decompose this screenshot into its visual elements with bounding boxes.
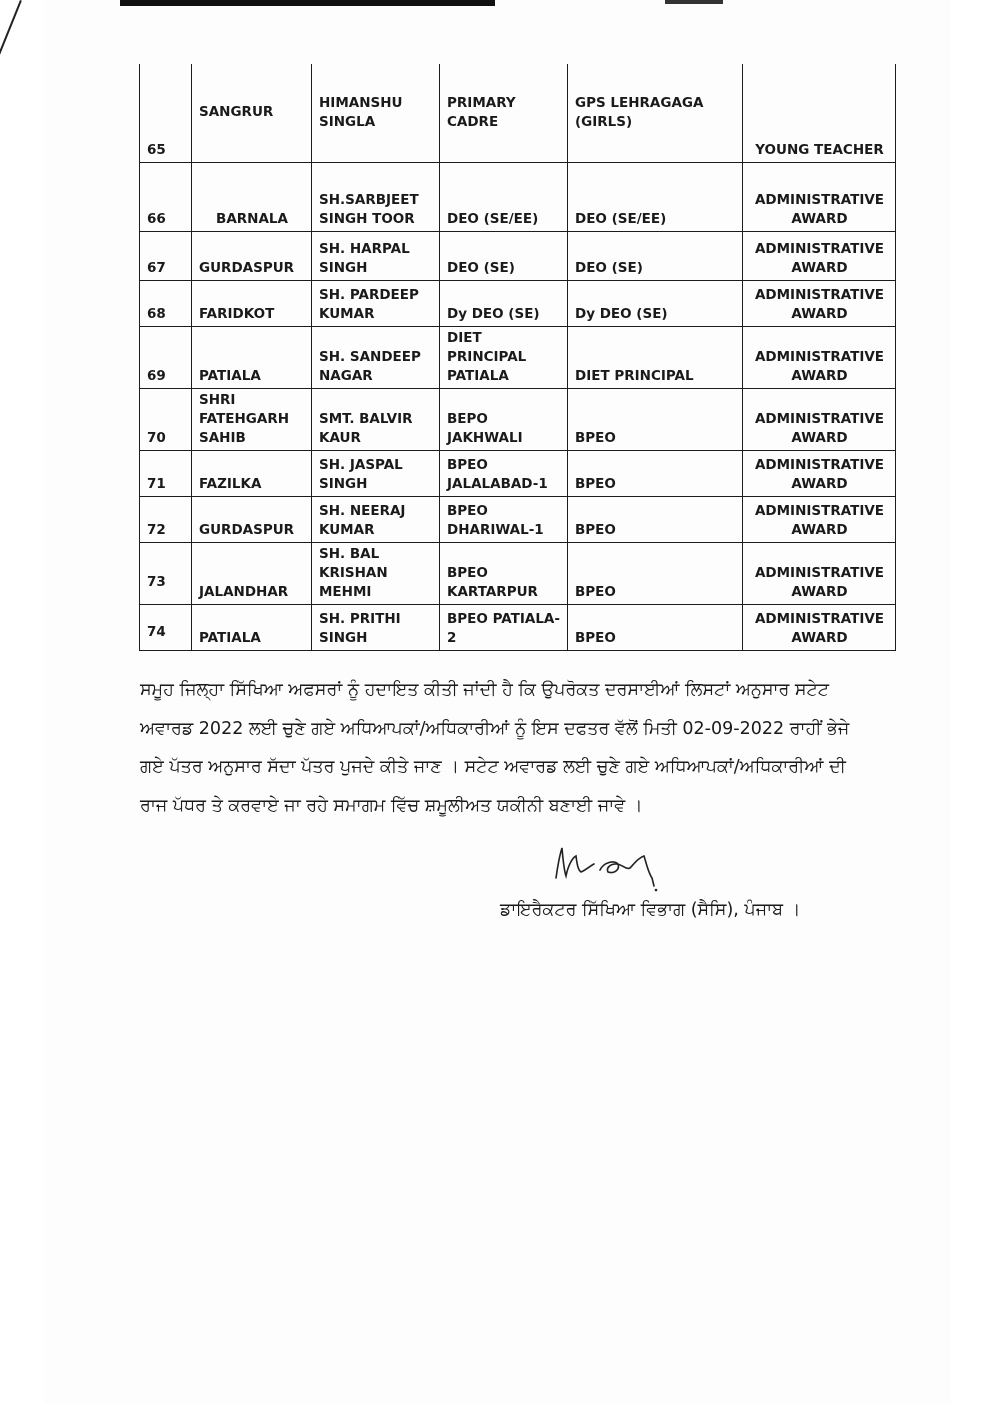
school-cell: BPEO bbox=[568, 450, 743, 496]
table-row bbox=[140, 604, 896, 650]
designation-cell: DIET PRINCIPAL PATIALA bbox=[440, 326, 568, 388]
table-row bbox=[140, 162, 896, 231]
name-cell: SH. PARDEEP KUMAR bbox=[312, 280, 440, 326]
notice-paragraph bbox=[140, 671, 860, 825]
serial-number: 68 bbox=[140, 280, 192, 326]
award-cell: ADMINISTRATIVE AWARD bbox=[743, 496, 896, 542]
serial-number: 73 bbox=[140, 542, 192, 604]
serial-number: 66 bbox=[140, 162, 192, 231]
signatory-title: ਡਾਇਰੈਕਟਰ ਸਿੱਖਿਆ ਵਿਭਾਗ (ਸੈਸਿ), ਪੰਜਾਬ । bbox=[500, 900, 801, 920]
name-cell: SH. BAL KRISHAN MEHMI bbox=[312, 542, 440, 604]
notice-text: ਸਮੂਹ ਜਿਲ੍ਹਾ ਸਿੱਖਿਆ ਅਫਸਰਾਂ ਨੂੰ ਹਦਾਇਤ ਕੀਤੀ ਜਾਂਦੀ ਹੈ ਕਿ ਉਪਰੋਕਤ ਦਰਸਾਈਆਂ ਲਿਸਟਾਂ ਅਨੁਸਾਰ ਸਟੇਟ ਅਵਾਰਡ 2022 ਲਈ ਚੁਣੇ ਗਏ ਅਧਿਆਪਕਾਂ/ਅਧਿਕਾਰੀਆਂ ਨੂੰ ਇਸ ਦਫਤਰ ਵੱਲੋਂ ਮਿਤੀ 02-09-2022 ਰਾਹੀਂ ਭੇਜੇ ਗਏ ਪੱਤਰ ਅਨੁਸਾਰ ਸੱਦਾ ਪੱਤਰ ਪੁਜਦੇ ਕੀਤੇ ਜਾਣ । ਸਟੇਟ ਅਵਾਰਡ ਲਈ ਚੁਣੇ ਗਏ ਅਧਿਆਪਕਾਂ/ਅਧਿਕਾਰੀਆਂ ਦੀ ਰਾਜ ਪੱਧਰ ਤੇ ਕਰਵਾਏ ਜਾ ਰਹੇ ਸਮਾਗਮ ਵਿੱਚ ਸ਼ਮੂਲੀਅਤ ਯਕੀਨੀ ਬਣਾਈ ਜਾਵੇ । bbox=[140, 680, 850, 816]
name-cell: SH. NEERAJ KUMAR bbox=[312, 496, 440, 542]
award-cell: YOUNG TEACHER bbox=[743, 64, 896, 162]
scan-edge-mark bbox=[665, 0, 723, 4]
name-cell: SH.SARBJEET SINGH TOOR bbox=[312, 162, 440, 231]
serial-number: 65 bbox=[140, 64, 192, 162]
designation-cell: DEO (SE/EE) bbox=[440, 162, 568, 231]
name-cell: HIMANSHU SINGLA bbox=[312, 64, 440, 162]
table-row bbox=[140, 231, 896, 280]
name-cell: SMT. BALVIR KAUR bbox=[312, 388, 440, 450]
award-cell: ADMINISTRATIVE AWARD bbox=[743, 450, 896, 496]
scan-edge-bar bbox=[120, 0, 495, 6]
designation-cell: BPEO JALALABAD-1 bbox=[440, 450, 568, 496]
scan-fold-line bbox=[0, 0, 22, 182]
signature-mark bbox=[548, 840, 678, 892]
district-cell: GURDASPUR bbox=[192, 231, 312, 280]
award-cell: ADMINISTRATIVE AWARD bbox=[743, 388, 896, 450]
district-cell: PATIALA bbox=[192, 604, 312, 650]
school-cell: DEO (SE) bbox=[568, 231, 743, 280]
district-cell: JALANDHAR bbox=[192, 542, 312, 604]
district-cell: FARIDKOT bbox=[192, 280, 312, 326]
name-cell: SH. HARPAL SINGH bbox=[312, 231, 440, 280]
award-cell: ADMINISTRATIVE AWARD bbox=[743, 231, 896, 280]
name-cell: SH. JASPAL SINGH bbox=[312, 450, 440, 496]
school-cell: BPEO bbox=[568, 604, 743, 650]
district-cell: PATIALA bbox=[192, 326, 312, 388]
district-cell: GURDASPUR bbox=[192, 496, 312, 542]
school-cell: BPEO bbox=[568, 388, 743, 450]
serial-number: 70 bbox=[140, 388, 192, 450]
school-cell: BPEO bbox=[568, 496, 743, 542]
table-row bbox=[140, 542, 896, 604]
table-row bbox=[140, 326, 896, 388]
school-cell: DIET PRINCIPAL bbox=[568, 326, 743, 388]
serial-number: 74 bbox=[140, 604, 192, 650]
award-cell: ADMINISTRATIVE AWARD bbox=[743, 326, 896, 388]
award-cell: ADMINISTRATIVE AWARD bbox=[743, 604, 896, 650]
designation-cell: BEPO JAKHWALI bbox=[440, 388, 568, 450]
serial-number: 72 bbox=[140, 496, 192, 542]
name-cell: SH. SANDEEP NAGAR bbox=[312, 326, 440, 388]
table-row bbox=[140, 496, 896, 542]
table-row bbox=[140, 388, 896, 450]
award-cell: ADMINISTRATIVE AWARD bbox=[743, 542, 896, 604]
school-cell: DEO (SE/EE) bbox=[568, 162, 743, 231]
district-cell: SHRI FATEHGARH SAHIB bbox=[192, 388, 312, 450]
designation-cell: DEO (SE) bbox=[440, 231, 568, 280]
designation-cell: BPEO KARTARPUR bbox=[440, 542, 568, 604]
serial-number: 71 bbox=[140, 450, 192, 496]
school-cell: GPS LEHRAGAGA (GIRLS) bbox=[568, 64, 743, 162]
name-cell: SH. PRITHI SINGH bbox=[312, 604, 440, 650]
designation-cell: PRIMARY CADRE bbox=[440, 64, 568, 162]
award-cell: ADMINISTRATIVE AWARD bbox=[743, 162, 896, 231]
designation-cell: BPEO PATIALA-2 bbox=[440, 604, 568, 650]
table-row bbox=[140, 64, 896, 162]
designation-cell: Dy DEO (SE) bbox=[440, 280, 568, 326]
awards-table bbox=[139, 64, 896, 651]
serial-number: 69 bbox=[140, 326, 192, 388]
school-cell: BPEO bbox=[568, 542, 743, 604]
serial-number: 67 bbox=[140, 231, 192, 280]
award-cell: ADMINISTRATIVE AWARD bbox=[743, 280, 896, 326]
district-cell: FAZILKA bbox=[192, 450, 312, 496]
table-row bbox=[140, 450, 896, 496]
school-cell: Dy DEO (SE) bbox=[568, 280, 743, 326]
table-row bbox=[140, 280, 896, 326]
designation-cell: BPEO DHARIWAL-1 bbox=[440, 496, 568, 542]
district-cell: SANGRUR bbox=[192, 64, 312, 162]
district-cell: BARNALA bbox=[192, 162, 312, 231]
